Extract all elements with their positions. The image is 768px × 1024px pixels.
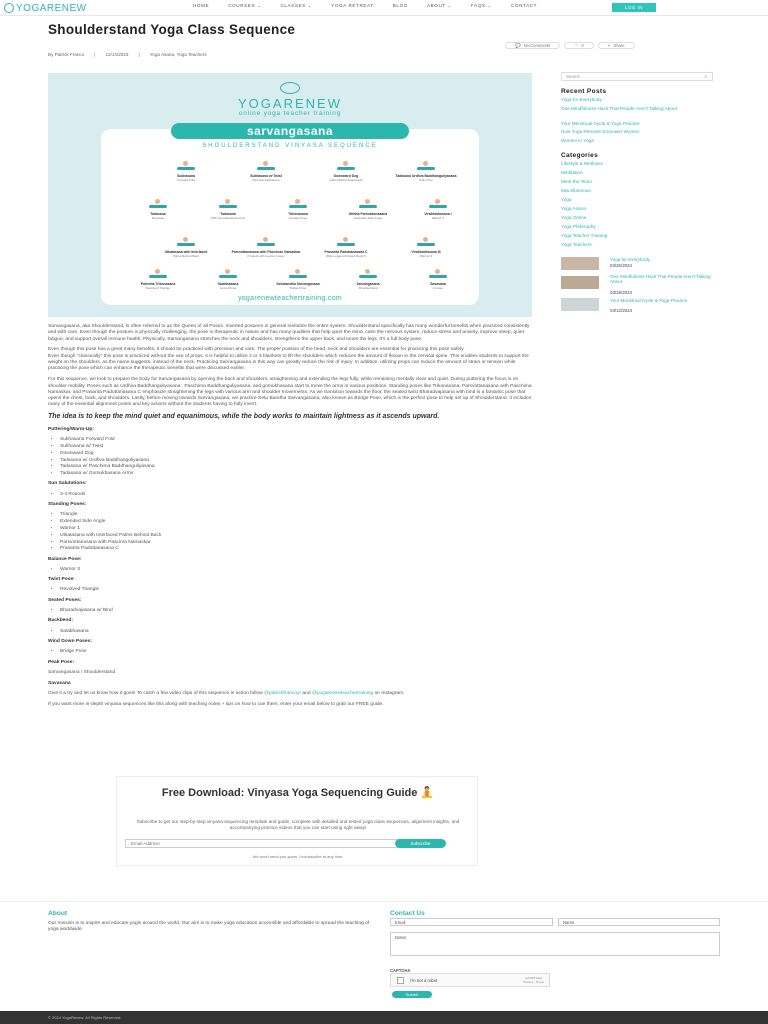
section-heading: Sun Salutations: bbox=[48, 481, 87, 487]
share-button[interactable] bbox=[598, 42, 635, 49]
figure-body bbox=[429, 275, 447, 278]
figure-head bbox=[263, 161, 268, 166]
figure-body bbox=[149, 275, 167, 278]
text: on Instagram. bbox=[373, 691, 405, 697]
pose-list-item: • Warrior 1 bbox=[60, 526, 532, 532]
pose-list-item: • Salabhasana bbox=[60, 629, 532, 635]
pose-list-item: • Parsvottanasana with Pascima Namaskar bbox=[60, 540, 532, 546]
post-thumb-title[interactable]: One Mindfulness Hack That People Aren't Talking About bbox=[610, 274, 711, 284]
figure-body bbox=[359, 275, 377, 278]
pose-name: Salabhasana bbox=[217, 282, 239, 286]
pose-name: Parivrtta Trikonasana bbox=[140, 282, 176, 286]
nav-about[interactable]: ABOUT ⌄ bbox=[426, 3, 453, 8]
recent-post-link[interactable]: One Mindfulness Hack That People Aren't Talking About bbox=[561, 106, 677, 111]
yoga-figure-icon bbox=[285, 269, 311, 281]
section-heading: Balance Pose: bbox=[48, 556, 82, 562]
figure-body bbox=[257, 167, 275, 170]
sequence-card bbox=[101, 129, 479, 305]
figure-head bbox=[365, 199, 370, 204]
category-link[interactable]: Yoga Teachers bbox=[561, 242, 592, 247]
pose-subtitle: Palms Behind Back bbox=[172, 253, 199, 258]
pose-list-item: • Downward Dog bbox=[60, 451, 532, 457]
figure-body bbox=[289, 205, 307, 208]
yoga-figure-icon bbox=[355, 269, 381, 281]
contact-submit-button[interactable]: Submit bbox=[392, 991, 432, 998]
yoga-figure-icon bbox=[425, 199, 451, 211]
pose-subtitle: Mountain bbox=[151, 215, 165, 220]
pose-subtitle: Extended Side Angle bbox=[354, 215, 382, 220]
login-button[interactable]: LOG IN bbox=[612, 3, 656, 12]
yoga-figure-icon bbox=[173, 237, 199, 249]
figure-body bbox=[359, 205, 377, 208]
recaptcha-brand: reCAPTCHA bbox=[525, 976, 543, 980]
pose-name: Sukhasana w/ Twist bbox=[250, 174, 282, 178]
figure-head bbox=[295, 199, 300, 204]
spam-note: We won't send you spam. Unsubscribe at any time. bbox=[252, 854, 344, 859]
category-link[interactable]: Lifestyle & Wellness bbox=[561, 161, 603, 166]
peak-pose-text: Sarvangasana / Shoulderstand bbox=[48, 669, 116, 675]
pose-list bbox=[60, 492, 532, 498]
paragraph bbox=[48, 347, 532, 372]
post-meta bbox=[48, 52, 207, 57]
pose-name: Savasana bbox=[430, 282, 446, 286]
category-link[interactable]: Yoga Teacher Training bbox=[561, 233, 608, 238]
figure-body bbox=[337, 167, 355, 170]
paragraph-line: Even though this pose has a great many benefits, it should be practiced with precision and care. The proper position of the head, neck and shoulders are essential for practicing this pose safely. bbox=[48, 347, 465, 353]
pose-subtitle: Locust Pose bbox=[219, 285, 237, 290]
recent-posts-heading: Recent Posts bbox=[561, 88, 607, 95]
pose-subtitle: With Gomukhasana Arms bbox=[210, 215, 245, 220]
section-heading: Wind Down Poses: bbox=[48, 638, 92, 644]
comments-button[interactable] bbox=[505, 42, 560, 49]
text: Give it a try and let us know how it goes! To catch a few video clips of this sequence in action follow bbox=[48, 691, 265, 697]
contact-email-field[interactable]: Email bbox=[390, 918, 553, 926]
yoga-figure-icon bbox=[333, 161, 359, 173]
pose-list bbox=[60, 608, 532, 614]
featured-image bbox=[48, 73, 532, 317]
figure-head bbox=[343, 161, 348, 166]
nav-blog[interactable]: BLOG bbox=[392, 3, 408, 8]
pose-illustration bbox=[333, 199, 403, 220]
category-link[interactable]: Meet the Team bbox=[561, 179, 592, 184]
site-header bbox=[0, 0, 768, 16]
pose-list bbox=[60, 437, 532, 477]
yoga-figure-icon bbox=[173, 161, 199, 173]
pose-subtitle: Pyramid with reverse prayer bbox=[247, 253, 285, 258]
pose-name: Prasarita Padottanasana C bbox=[324, 250, 368, 254]
figure-head bbox=[435, 269, 440, 274]
like-button[interactable] bbox=[564, 42, 593, 49]
category-link[interactable]: Yoga Asana bbox=[561, 206, 586, 211]
yoga-figure-icon bbox=[145, 199, 171, 211]
pose-subtitle: Revolved Triangle bbox=[145, 285, 170, 290]
pose-name: Utkatasana with Interlaced bbox=[164, 250, 208, 254]
pose-illustration bbox=[263, 269, 333, 290]
sequence-title: SHOULDERSTAND VINYASA SEQUENCE bbox=[202, 143, 378, 149]
pose-name: Tadasana bbox=[150, 212, 166, 216]
free-download-box bbox=[116, 776, 478, 866]
post-thumb-date: 03/12/2024 bbox=[610, 308, 632, 313]
figure-head bbox=[263, 237, 268, 242]
nav-yoga-retreat[interactable]: YOGA RETREAT bbox=[331, 3, 374, 8]
section-heading: Twist Pose: bbox=[48, 577, 75, 583]
pose-name: Sarvangasana bbox=[356, 282, 380, 286]
pose-illustration bbox=[193, 199, 263, 220]
meta-divider: | bbox=[94, 52, 96, 57]
post-thumbnail[interactable] bbox=[561, 257, 599, 270]
share-icon: < bbox=[607, 42, 611, 48]
yoga-figure-icon bbox=[425, 269, 451, 281]
download-title: Free Download: Vinyasa Yoga Sequencing Guide 🧘 bbox=[161, 787, 435, 799]
pose-illustration bbox=[311, 161, 381, 182]
hero-pose-title: sarvangasana bbox=[171, 123, 409, 139]
comments-label: No Comments bbox=[523, 42, 551, 48]
pose-list-item: • Tadasana w/ Urdhva Baddhanguliyasana bbox=[60, 458, 532, 464]
footer-about-heading: About bbox=[48, 910, 68, 917]
pull-quote: The idea is to keep the mind quiet and equanimous, while the body works to maintain lightness as it ascends upward. bbox=[48, 413, 440, 421]
pose-illustration bbox=[123, 199, 193, 220]
pose-illustration bbox=[193, 269, 263, 290]
categories-heading: Categories bbox=[561, 152, 599, 159]
hero-url: yogarenewteachertraining.com bbox=[237, 295, 343, 302]
figure-head bbox=[183, 161, 188, 166]
section-heading: Puttering/Warm-Up: bbox=[48, 426, 95, 432]
category-link[interactable]: Yoga bbox=[561, 197, 572, 202]
contact-notes-field[interactable]: Notes bbox=[390, 932, 720, 956]
section-heading: Backbend: bbox=[48, 618, 74, 624]
section-heading: Savasana bbox=[48, 680, 71, 686]
post-date: 12/14/2023 bbox=[105, 52, 129, 57]
figure-head bbox=[365, 269, 370, 274]
pose-name: Tadasana Urdhva Baddhanguliyasana bbox=[395, 174, 457, 178]
recaptcha-label: I'm not a robot bbox=[410, 978, 438, 983]
pose-list bbox=[60, 629, 532, 635]
category-link[interactable]: Miscellaneous bbox=[561, 188, 591, 193]
email-input[interactable]: Email Address bbox=[125, 839, 399, 848]
pose-name: Parsvottanasana with Pasciman Namaskar bbox=[231, 250, 301, 254]
meta-divider: | bbox=[138, 52, 140, 57]
pose-illustration bbox=[311, 237, 381, 258]
recent-post-link[interactable]: Yoga for Everybody bbox=[561, 97, 602, 102]
pose-illustration bbox=[123, 269, 193, 290]
yoga-figure-icon bbox=[253, 161, 279, 173]
recaptcha-checkbox[interactable] bbox=[397, 977, 404, 984]
recent-post-link[interactable]: Women in Yoga bbox=[561, 138, 594, 143]
search-input[interactable] bbox=[561, 72, 713, 81]
category-link[interactable]: Yoga Philosophy bbox=[561, 224, 596, 229]
pose-subtitle: Forward Fold bbox=[177, 177, 195, 182]
section-heading: Peak Pose: bbox=[48, 659, 75, 665]
figure-body bbox=[219, 275, 237, 278]
pose-list-item: • Revolved Triangle bbox=[60, 587, 532, 593]
yoga-figure-icon bbox=[333, 237, 359, 249]
pose-subtitle: Parivrtta Sukhasana bbox=[252, 177, 280, 182]
pose-name: Virabhadrasana I bbox=[424, 212, 452, 216]
figure-body bbox=[417, 243, 435, 246]
pose-illustration bbox=[151, 237, 221, 258]
post-thumb-item[interactable] bbox=[561, 274, 721, 298]
post-thumbnail[interactable] bbox=[561, 298, 599, 311]
figure-body bbox=[219, 205, 237, 208]
figure-head bbox=[225, 269, 230, 274]
pose-list-item: • Bridge Pose bbox=[60, 649, 532, 655]
nav-contact[interactable]: CONTACT bbox=[511, 3, 538, 8]
pose-illustration bbox=[231, 161, 301, 182]
hero-logo-icon bbox=[280, 82, 300, 94]
main-nav bbox=[193, 3, 556, 9]
pose-subtitle: Warrior 3 bbox=[419, 253, 433, 258]
pose-name: Utthita Parsvakonasana bbox=[348, 212, 388, 216]
section-heading: Seated Poses: bbox=[48, 597, 82, 603]
figure-body bbox=[289, 275, 307, 278]
pose-illustration bbox=[263, 199, 333, 220]
pose-list-item: • 3-4 Rounds bbox=[60, 492, 532, 498]
yoga-figure-icon bbox=[215, 269, 241, 281]
pose-subtitle: Wide Legged Forward Bend C bbox=[325, 253, 367, 258]
post-thumb-item[interactable] bbox=[561, 298, 721, 314]
post-thumb-date: 03/26/2024 bbox=[610, 263, 632, 268]
category-link[interactable]: Meditation bbox=[561, 170, 583, 175]
logo-swirl-icon bbox=[4, 3, 14, 13]
instagram-link-yogarenew[interactable]: @yogarenewteachertraining bbox=[311, 691, 374, 697]
pose-list bbox=[60, 587, 532, 593]
pose-subtitle: Adho Mukha Svanasana bbox=[329, 177, 363, 182]
pose-list bbox=[60, 567, 532, 573]
like-count: 0 bbox=[581, 42, 584, 48]
figure-head bbox=[295, 269, 300, 274]
pose-list bbox=[60, 512, 532, 552]
recent-post-link[interactable]: Your Menstrual Cycle & Yoga Practice bbox=[561, 121, 640, 126]
pose-list-item: • Utkatasana with Interlaced Palms Behind Back bbox=[60, 533, 532, 539]
pose-name: Virabhadrasana III bbox=[411, 250, 441, 254]
text: and bbox=[301, 691, 312, 697]
yoga-figure-icon bbox=[145, 269, 171, 281]
section-heading: Standing Poses: bbox=[48, 502, 87, 508]
post-thumb-date: 03/19/2024 bbox=[610, 290, 632, 295]
paragraph: If you want more in-depth vinyasa sequences like this along with teaching notes + tips on how to cue them, enter your email below to grab our FREE guide. bbox=[48, 701, 384, 707]
share-label: Share bbox=[613, 42, 625, 48]
pose-subtitle: Warrior 1 bbox=[431, 215, 445, 220]
pose-subtitle: Triangle Pose bbox=[288, 215, 308, 220]
post-categories[interactable]: Yoga Asana, Yoga Teachers bbox=[149, 52, 207, 57]
pose-illustration bbox=[151, 161, 221, 182]
subscribe-button[interactable]: Subscribe bbox=[395, 839, 446, 848]
search-icon[interactable]: ⌕ bbox=[704, 74, 707, 80]
pose-subtitle: Shoulderstand bbox=[358, 285, 378, 290]
pose-illustration bbox=[403, 269, 473, 290]
pose-name: Tadasana bbox=[220, 212, 236, 216]
post-content bbox=[48, 324, 532, 713]
yoga-figure-icon bbox=[285, 199, 311, 211]
figure-head bbox=[423, 161, 428, 166]
figure-head bbox=[435, 199, 440, 204]
figure-body bbox=[257, 243, 275, 246]
post-thumbnail[interactable] bbox=[561, 276, 599, 289]
footer-about-text: Our mission is to inspire and educate yogis around the world. Our aim is to make yoga education accessible and affordable to spread the teaching of yoga worldwide. bbox=[48, 921, 370, 933]
recaptcha-widget bbox=[390, 973, 550, 987]
recent-post-link[interactable]: How Yoga Retreats Empower Women bbox=[561, 129, 640, 134]
download-description: Subscribe to get our step-by-step vinyasa sequencing template and guide, complete with detailed and tested yoga class sequences, alignment insights, and accompanying practice videos that you can start using right away! bbox=[136, 819, 460, 830]
instagram-link-patrick[interactable]: @patrickfrancoyr bbox=[264, 691, 302, 697]
nav-courses[interactable]: COURSES ⌄ bbox=[228, 3, 262, 8]
pose-illustration bbox=[333, 269, 403, 290]
pose-list-item: • Tadasana w/ Gomukhasana Arms bbox=[60, 471, 532, 477]
comment-icon: 💬 bbox=[515, 42, 521, 48]
pose-name: Trikonasana bbox=[288, 212, 308, 216]
figure-head bbox=[343, 237, 348, 242]
site-logo[interactable] bbox=[4, 2, 87, 14]
pose-list-item: • Sukhasana w/ Twist bbox=[60, 444, 532, 450]
figure-body bbox=[429, 205, 447, 208]
nav-faqs[interactable]: FAQS ⌄ bbox=[471, 3, 492, 8]
captcha-label: CAPTCHA bbox=[390, 968, 411, 973]
figure-body bbox=[417, 167, 435, 170]
heart-icon: ♡ bbox=[574, 42, 579, 48]
figure-body bbox=[177, 243, 195, 246]
pose-list-item: • Warrior 3 bbox=[60, 567, 532, 573]
pose-list-item: • Triangle bbox=[60, 512, 532, 518]
pose-name: Downward Dog bbox=[333, 174, 359, 178]
figure-body bbox=[337, 243, 355, 246]
post-actions bbox=[505, 42, 635, 49]
pose-illustration bbox=[403, 199, 473, 220]
figure-head bbox=[155, 269, 160, 274]
yoga-figure-icon bbox=[413, 161, 439, 173]
paragraph bbox=[48, 691, 532, 697]
category-link[interactable]: Yoga Online bbox=[561, 215, 587, 220]
pose-illustration bbox=[231, 237, 301, 258]
paragraph: For this sequence, we look to prepare the body for Sarvangasana by opening the back and shoulders, straightening and extending the legs fully, while remaining mentally clear and quiet. During puttering the focus is on shoulder mobility. Poses such as Urdhva Baddhanguliyasana , Paschima Baddhanguliyasana, and gomukhasana start to move the arms in various positions. Standing poses like Trikonasana, Parsvottanasana with Paschima Namaskar, and Prasarita Padottanasana C emphasize straightening the legs with various arm and shoulder movements. As we transition towards the floor, the seated twist Bharadvajasana with bind is a fantastic pose that opens the chest, back, and shoulders. Lastly, before moving towards Sarvangasana, we practice Setu Bandha Sarvangasana, also known as Bridge Pose, which is the perfect pose to help set up of Shoulderstand. It includes many of the essential alignment points and key actions without the students having to fully invert. bbox=[48, 377, 532, 408]
pose-list-item: • Sukhasana Forward Fold bbox=[60, 437, 532, 443]
post-thumb-item[interactable] bbox=[561, 257, 721, 275]
search-placeholder: Search ... bbox=[566, 74, 585, 79]
yoga-figure-icon bbox=[253, 237, 279, 249]
figure-body bbox=[149, 205, 167, 208]
hero-brand-name: YOGARENEW bbox=[238, 96, 342, 111]
pose-list-item: • Bharadvajasana w/ Bind bbox=[60, 608, 532, 614]
post-thumb-title[interactable]: Yoga for Everybody bbox=[610, 257, 650, 262]
yoga-figure-icon bbox=[413, 237, 439, 249]
nav-classes[interactable]: CLASSES ⌄ bbox=[280, 3, 313, 8]
post-author[interactable]: By Patrick Franco bbox=[48, 52, 85, 57]
copyright-bar: © 2024 YogaRenew. All Rights Reserved. bbox=[0, 1011, 768, 1024]
post-thumb-title[interactable]: Your Menstrual Cycle & Yoga Practice bbox=[610, 298, 688, 303]
pose-name: Sukhasana bbox=[177, 174, 195, 178]
pose-list-item: • Prasarita Padottanasana C bbox=[60, 546, 532, 552]
pose-list-item: • Tadasana w/ Paschima Baddhanguliyasana bbox=[60, 464, 532, 470]
nav-home[interactable]: HOME bbox=[193, 3, 210, 8]
pose-list-item: • Extended Side Angle bbox=[60, 519, 532, 525]
pose-list bbox=[60, 649, 532, 655]
figure-body bbox=[177, 167, 195, 170]
hero-brand bbox=[48, 82, 532, 117]
page-title: Shoulderstand Yoga Class Sequence bbox=[48, 22, 296, 37]
figure-head bbox=[423, 237, 428, 242]
paragraph-line: Even though "classically" this pose is practiced without the use of props, it is helpful to utilize 2 or 3 blankets to lift the shoulders which reduces the amount of flexion in the cervical spine. This enables students to support the weight on the shoulders, as the name suggests, instead of the neck. Practicing Sarvangasana in this way can greatly reduce the risk of injury. In addition, utilizing props can reduce the amount of strain or tension while practicing the pose which can enhance the therapeutic benefits that were discussed earlier. bbox=[48, 353, 529, 372]
hero-brand-sub: online yoga teacher training bbox=[238, 110, 342, 117]
figure-head bbox=[183, 237, 188, 242]
yoga-figure-icon bbox=[215, 199, 241, 211]
figure-head bbox=[225, 199, 230, 204]
yoga-figure-icon bbox=[355, 199, 381, 211]
pose-subtitle: Corpse bbox=[433, 285, 443, 290]
footer-contact-heading: Contact Us bbox=[390, 910, 425, 917]
recaptcha-logo-icon bbox=[523, 976, 544, 984]
pose-illustration bbox=[391, 161, 461, 182]
pose-illustration bbox=[391, 237, 461, 258]
recaptcha-terms: Privacy - Terms bbox=[523, 980, 544, 984]
figure-head bbox=[155, 199, 160, 204]
logo-text: YOGARENEW bbox=[16, 2, 87, 14]
pose-subtitle: Palm Tree bbox=[419, 177, 433, 182]
contact-name-field[interactable]: Name bbox=[558, 918, 720, 926]
pose-subtitle: Bridge Pose bbox=[289, 285, 307, 290]
pose-name: Setubandha Sarvangasana bbox=[276, 282, 320, 286]
paragraph: Sarvangasana, aka Shoulderstand, is often referred to as the Queen of all Poses. Inverted postures in general revitalize the entire system. Shoulderstand specifically has many wonderful benefits when practiced consistently and with care. Even though the posture is physically challenging, the pose is therapeutic in nature and has many qualities that help quiet the mind, calm the nervous system, reduce stress and anxiety, improve sleep, quiet fatigue, and support overall immune health. Physically, Sarvangasana stretches the neck and shoulders, strengthens the upper back, and tones the legs. It's a full body pose. bbox=[48, 324, 530, 342]
